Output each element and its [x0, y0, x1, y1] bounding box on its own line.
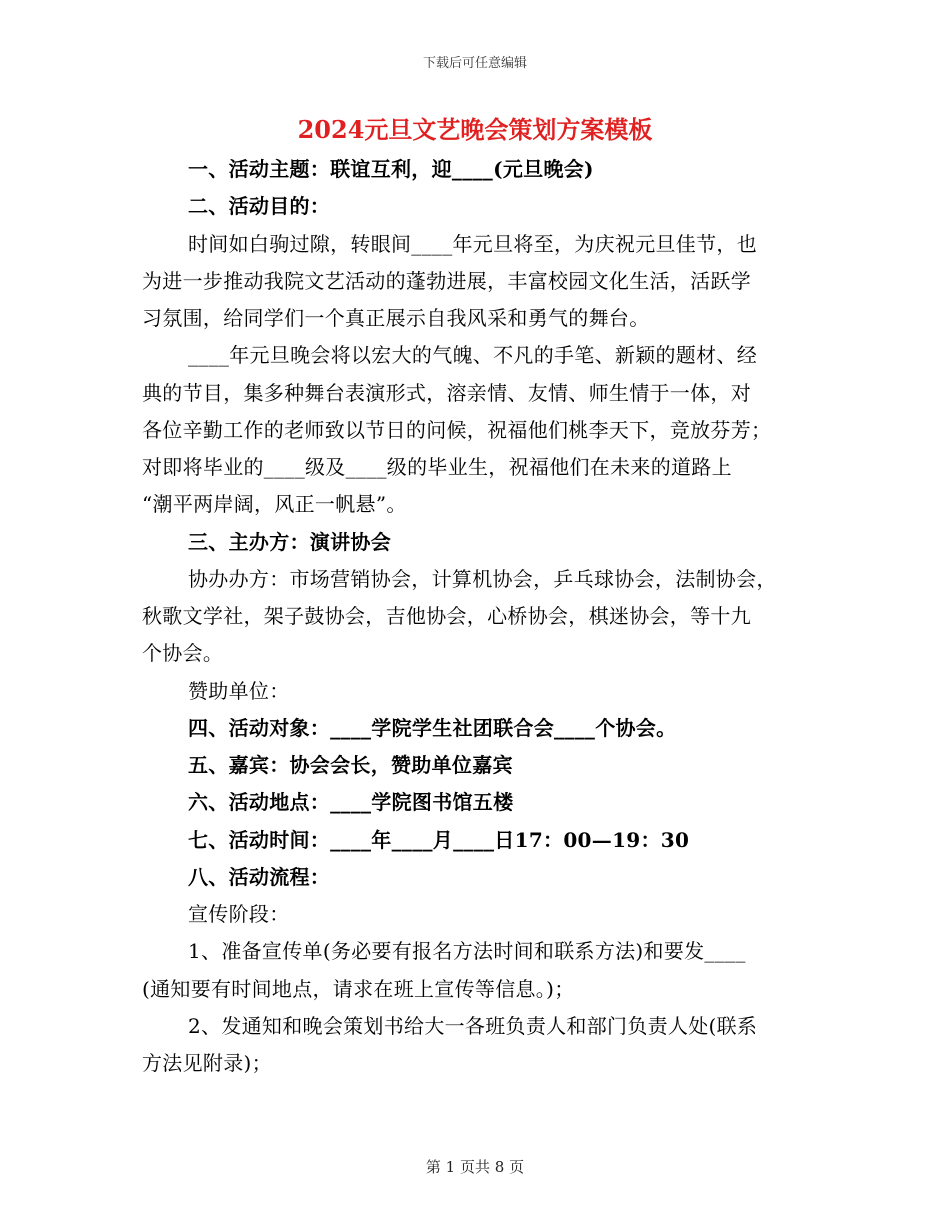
paragraph-line: 协办办方：市场营销协会，计算机协会，乒乓球协会，法制协会， [188, 567, 777, 591]
paragraph-line: 对即将毕业的____级及____级的毕业生，祝福他们在未来的道路上 [142, 455, 732, 479]
section-3-host: 三、主办方：演讲协会 [188, 530, 391, 554]
paragraph-line: 时间如白驹过隙，转眼间____年元旦将至，为庆祝元旦佳节，也 [188, 232, 757, 256]
paragraph-line: 宣传阶段： [188, 902, 290, 926]
paragraph-line: 赞助单位： [188, 679, 290, 703]
paragraph-line: 方法见附录)； [142, 1051, 272, 1075]
paragraph-line: 为进一步推动我院文艺活动的蓬勃进展，丰富校园文化生活，活跃学 [142, 269, 751, 293]
section-4-audience: 四、活动对象：____学院学生社团联合会____个协会。 [188, 716, 677, 740]
paragraph-line: 各位辛勤工作的老师致以节日的问候，祝福他们桃李天下，竞放芬芳； [142, 418, 772, 442]
list-item: 2、发通知和晚会策划书给大一各班负责人和部门负责人处(联系 [188, 1014, 758, 1038]
paragraph-line: (通知要有时间地点，请求在班上宣传等信息。)； [142, 977, 575, 1001]
paragraph-line: ____年元旦晚会将以宏大的气魄、不凡的手笔、新颖的题材、经 [188, 343, 757, 367]
section-6-location: 六、活动地点：____学院图书馆五楼 [188, 790, 514, 814]
section-1-theme: 一、活动主题：联谊互利，迎____(元旦晚会) [188, 157, 594, 181]
paragraph-line: 个协会。 [142, 641, 224, 665]
header-note: 下载后可任意编辑 [422, 56, 527, 71]
paragraph-line: 秋歌文学社，架子鼓协会，吉他协会，心桥协会，棋迷协会，等十九 [142, 604, 751, 628]
document-title: 2024元旦文艺晚会策划方案模板 [297, 115, 653, 144]
section-7-time: 七、活动时间：____年____月____日17：00—19：30 [188, 828, 690, 852]
paragraph-line: 典的节目，集多种舞台表演形式，溶亲情、友情、师生情于一体，对 [142, 381, 751, 405]
list-item: 1、准备宣传单(务必要有报名方法时间和联系方法)和要发____ [188, 939, 746, 963]
section-2-heading: 二、活动目的： [188, 194, 331, 218]
paragraph-line: “潮平两岸阔，风正一帆悬”。 [142, 492, 407, 516]
section-8-process: 八、活动流程： [188, 865, 331, 889]
section-5-guests: 五、嘉宾：协会会长，赞助单位嘉宾 [188, 753, 513, 777]
paragraph-line: 习氛围，给同学们一个真正展示自我风采和勇气的舞台。 [142, 306, 650, 330]
page-footer: 第 1 页共 8 页 [425, 1158, 525, 1176]
